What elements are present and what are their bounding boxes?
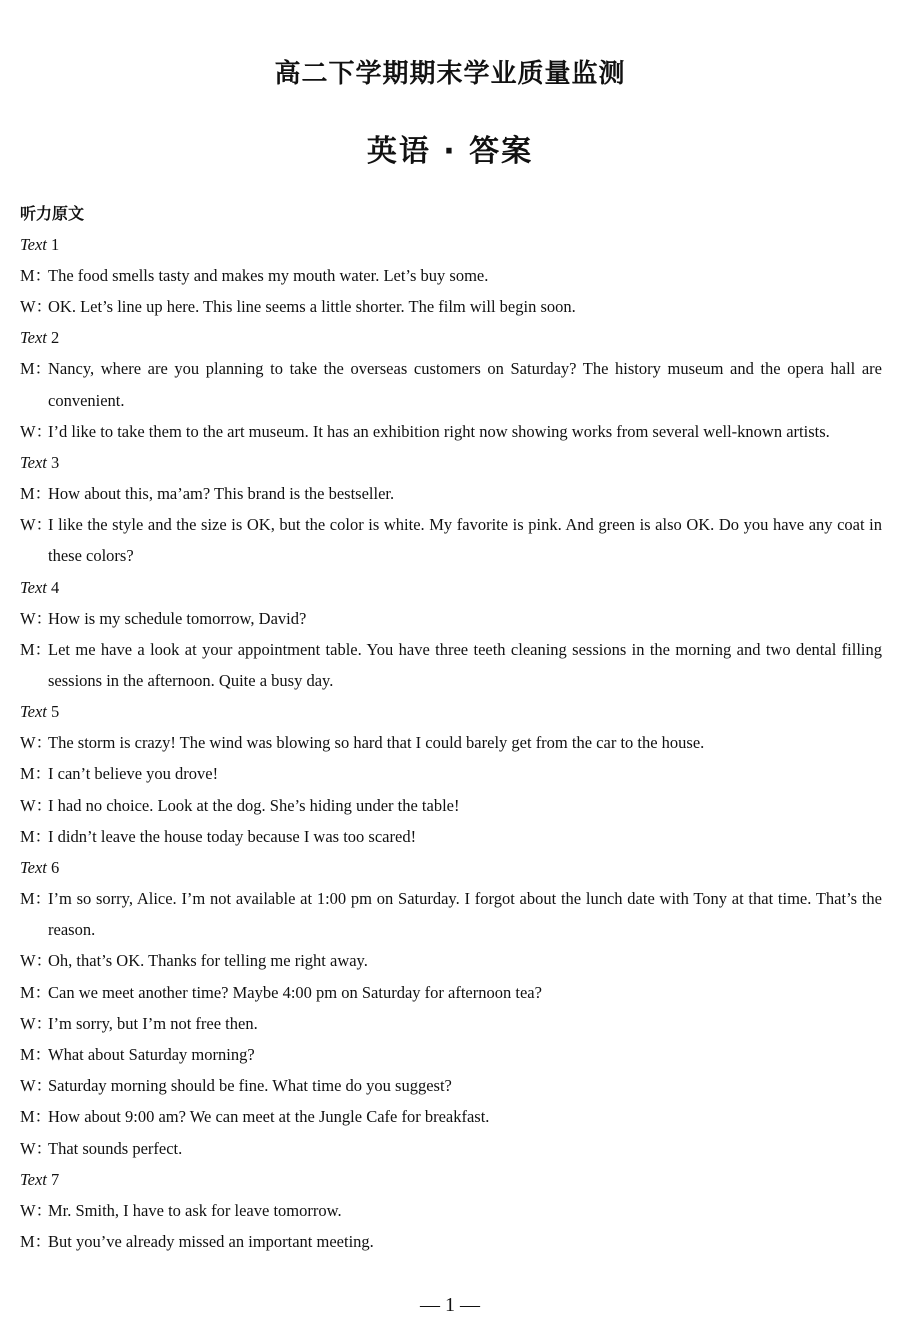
speaker-label: M： bbox=[20, 1107, 52, 1127]
dialogue-line bbox=[20, 1070, 882, 1101]
speaker-label: W： bbox=[20, 1076, 53, 1096]
dialogue-line bbox=[20, 883, 882, 945]
text-label-word: Text bbox=[20, 858, 47, 878]
dialogue-text: The storm is crazy! The wind was blowing so hard that I could barely get from the car to the house. bbox=[48, 733, 705, 753]
speaker-label: M： bbox=[20, 359, 52, 379]
dialogue-line bbox=[20, 1101, 882, 1132]
text-label-word: Text bbox=[20, 702, 47, 722]
speaker-label: W： bbox=[20, 733, 53, 753]
dialogue-text: I’m sorry, but I’m not free then. bbox=[48, 1013, 258, 1033]
dialogue-text: I can’t believe you drove! bbox=[48, 764, 219, 784]
speaker-label: W： bbox=[20, 951, 53, 971]
text-label-number: 5 bbox=[51, 702, 60, 722]
document-title: 高二下学期期末学业质量监测 bbox=[274, 59, 626, 89]
dialogue-text: How about 9:00 am? We can meet at the Jungle Cafe for breakfast. bbox=[48, 1107, 490, 1127]
page-number: — 1 — bbox=[420, 1294, 480, 1316]
text-label bbox=[20, 1164, 882, 1195]
text-label-word: Text bbox=[20, 577, 47, 597]
speaker-label: W： bbox=[20, 795, 53, 815]
dialogue-line bbox=[20, 1195, 882, 1226]
dialogue-text: I didn’t leave the house today because I was too scared! bbox=[48, 826, 417, 846]
dialogue-line bbox=[20, 416, 882, 447]
speaker-label: M： bbox=[20, 826, 52, 846]
text-label bbox=[20, 696, 882, 727]
speaker-label: M： bbox=[20, 764, 52, 784]
speaker-label: M： bbox=[20, 266, 52, 285]
dialogue-text: Mr. Smith, I have to ask for leave tomorrow. bbox=[48, 1200, 342, 1220]
dialogue-text: Saturday morning should be fine. What time do you suggest? bbox=[48, 1076, 452, 1096]
text-label-number: 1 bbox=[51, 235, 60, 254]
speaker-label: W： bbox=[20, 515, 53, 535]
dialogue-line bbox=[20, 260, 882, 291]
dialogue-line bbox=[20, 353, 882, 415]
text-label bbox=[20, 229, 882, 260]
dialogue-line bbox=[20, 634, 882, 696]
speaker-label: W： bbox=[20, 608, 53, 628]
dialogue-line bbox=[20, 758, 882, 789]
speaker-label: W： bbox=[20, 1138, 53, 1158]
dialogue-line bbox=[20, 1008, 882, 1039]
dialogue-text: What about Saturday morning? bbox=[48, 1045, 255, 1065]
document-subtitle: 英语 · 答案 bbox=[366, 134, 534, 169]
text-label bbox=[20, 572, 882, 603]
dialogue-text: Oh, that’s OK. Thanks for telling me right away. bbox=[48, 951, 368, 971]
dialogue-text: I like the style and the size is OK, but the color is white. My favorite is pink. And green is also OK. Do you have any coat in these colors? bbox=[48, 515, 882, 566]
dialogue-text: The food smells tasty and makes my mouth water. Let’s buy some. bbox=[48, 266, 489, 285]
section-heading: 听力原文 bbox=[20, 204, 85, 223]
text-label bbox=[20, 322, 882, 353]
dialogue-line bbox=[20, 1226, 882, 1257]
speaker-label: M： bbox=[20, 889, 52, 909]
transcript-body bbox=[20, 198, 882, 1257]
text-label-number: 6 bbox=[51, 858, 60, 878]
text-label-word: Text bbox=[20, 1169, 47, 1189]
speaker-label: W： bbox=[20, 421, 53, 441]
dialogue-line bbox=[20, 790, 882, 821]
speaker-label: W： bbox=[20, 297, 53, 317]
dialogue-text: I’m so sorry, Alice. I’m not available at 1:00 pm on Saturday. I forgot about the lunch date with Tony at that time. That’s the reason. bbox=[48, 889, 882, 940]
speaker-label: M： bbox=[20, 639, 52, 659]
text-label-number: 2 bbox=[51, 328, 60, 348]
dialogue-line bbox=[20, 509, 882, 571]
dialogue-line bbox=[20, 1039, 882, 1070]
speaker-label: M： bbox=[20, 1232, 52, 1252]
text-label-word: Text bbox=[20, 328, 47, 348]
dialogue-line bbox=[20, 821, 882, 852]
text-label-word: Text bbox=[20, 235, 47, 254]
dialogue-line bbox=[20, 603, 882, 634]
speaker-label: W： bbox=[20, 1013, 53, 1033]
dialogue-text: OK. Let’s line up here. This line seems a little shorter. The film will begin soon. bbox=[48, 297, 576, 317]
speaker-label: M： bbox=[20, 982, 52, 1002]
dialogue-text: How is my schedule tomorrow, David? bbox=[48, 608, 307, 628]
text-label bbox=[20, 852, 882, 883]
dialogue-line bbox=[20, 478, 882, 509]
text-label-word: Text bbox=[20, 453, 47, 473]
dialogue-text: Can we meet another time? Maybe 4:00 pm on Saturday for afternoon tea? bbox=[48, 982, 542, 1002]
dialogue-text: Let me have a look at your appointment table. You have three teeth cleaning sessions in the morning and two dental filling sessions in the afternoon. Quite a busy day. bbox=[48, 639, 882, 691]
dialogue-text: I’d like to take them to the art museum. It has an exhibition right now showing works from several well-known artists. bbox=[48, 421, 830, 441]
dialogue-text: I had no choice. Look at the dog. She’s hiding under the table! bbox=[48, 795, 460, 815]
text-label-number: 3 bbox=[51, 453, 60, 473]
transcript-texts bbox=[20, 229, 882, 1257]
dialogue-line bbox=[20, 1133, 882, 1164]
dialogue-line bbox=[20, 945, 882, 976]
speaker-label: M： bbox=[20, 484, 52, 504]
dialogue-line bbox=[20, 291, 882, 322]
speaker-label: M： bbox=[20, 1045, 52, 1065]
dialogue-text: How about this, ma’am? This brand is the bestseller. bbox=[48, 484, 395, 504]
text-label-number: 7 bbox=[51, 1169, 60, 1189]
text-label bbox=[20, 447, 882, 478]
dialogue-line bbox=[20, 727, 882, 758]
dialogue-text: Nancy, where are you planning to take the overseas customers on Saturday? The history museum and the opera hall are convenient. bbox=[48, 359, 882, 410]
text-label-number: 4 bbox=[51, 577, 60, 597]
speaker-label: W： bbox=[20, 1200, 53, 1220]
dialogue-text: That sounds perfect. bbox=[48, 1138, 183, 1158]
dialogue-line bbox=[20, 977, 882, 1008]
dialogue-text: But you’ve already missed an important meeting. bbox=[48, 1232, 374, 1252]
